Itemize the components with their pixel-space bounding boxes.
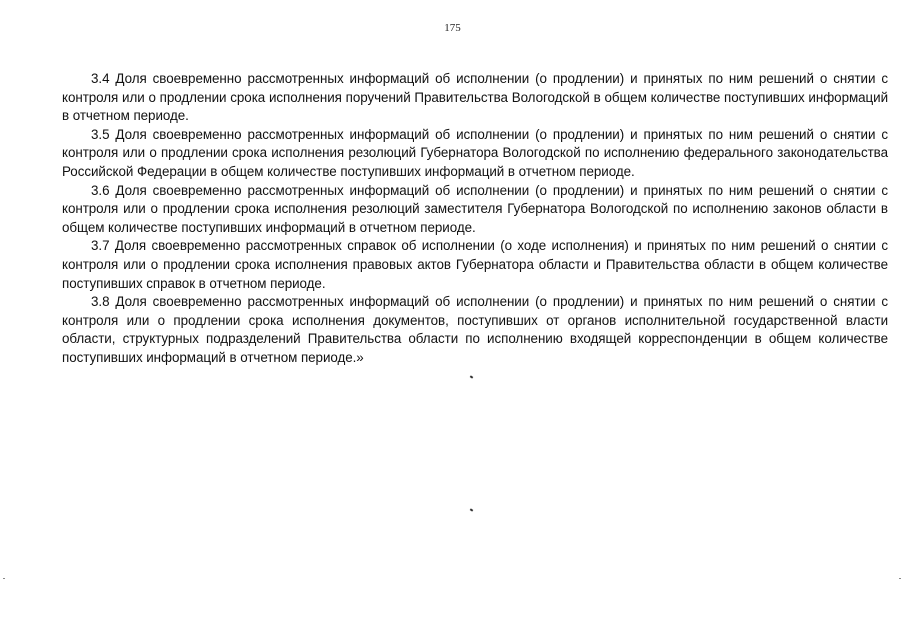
- paragraph-3-4: 3.4 Доля своевременно рассмотренных информаций об исполнении (о продлении) и принятых по ним решений о снятии с контроля или о продлении срока исполнения поручений Правительства Вологодской в общем количестве поступивших информаций в отчетном периоде.: [62, 71, 888, 124]
- paragraph-3-5: 3.5 Доля своевременно рассмотренных информаций об исполнении (о продлении) и принятых по ним решений о снятии с контроля или о продлении срока исполнения резолюций Губернатора Вологодской по исполнению федерального законодательства Российской Федерации в общем количестве поступивших информаций в отчетном периоде.: [62, 126, 888, 179]
- scan-edge-mark: [899, 578, 901, 579]
- paragraph-3-8: 3.8 Доля своевременно рассмотренных информаций об исполнении (о продлении) и принятых по ним решений о снятии с контроля или о продлении срока исполнения документов, поступивших от органов исполнительной государственной власти области, структурных подразделений Правительства области по исполнению входящей корреспонденции в общем количестве поступивших информаций в отчетном периоде.»: [62, 294, 888, 365]
- scan-edge-mark: [3, 578, 5, 579]
- page-number: 175: [444, 22, 461, 34]
- scan-speck: [470, 508, 474, 511]
- document-body: [62, 70, 888, 368]
- paragraph-3-6: 3.6 Доля своевременно рассмотренных информаций об исполнении (о продлении) и принятых по ним решений о снятии с контроля или о продлении срока исполнения резолюций заместителя Губернатора Вологодской по исполнению законов области в общем количестве поступивших информаций в отчетном периоде.: [62, 182, 888, 235]
- scan-speck: [470, 375, 474, 378]
- paragraph-3-7: 3.7 Доля своевременно рассмотренных справок об исполнении (о ходе исполнения) и принятых по ним решений о снятии с контроля или о продлении срока исполнения правовых актов Губернатора области и Правительства области в общем количестве поступивших справок в отчетном периоде.: [62, 238, 888, 291]
